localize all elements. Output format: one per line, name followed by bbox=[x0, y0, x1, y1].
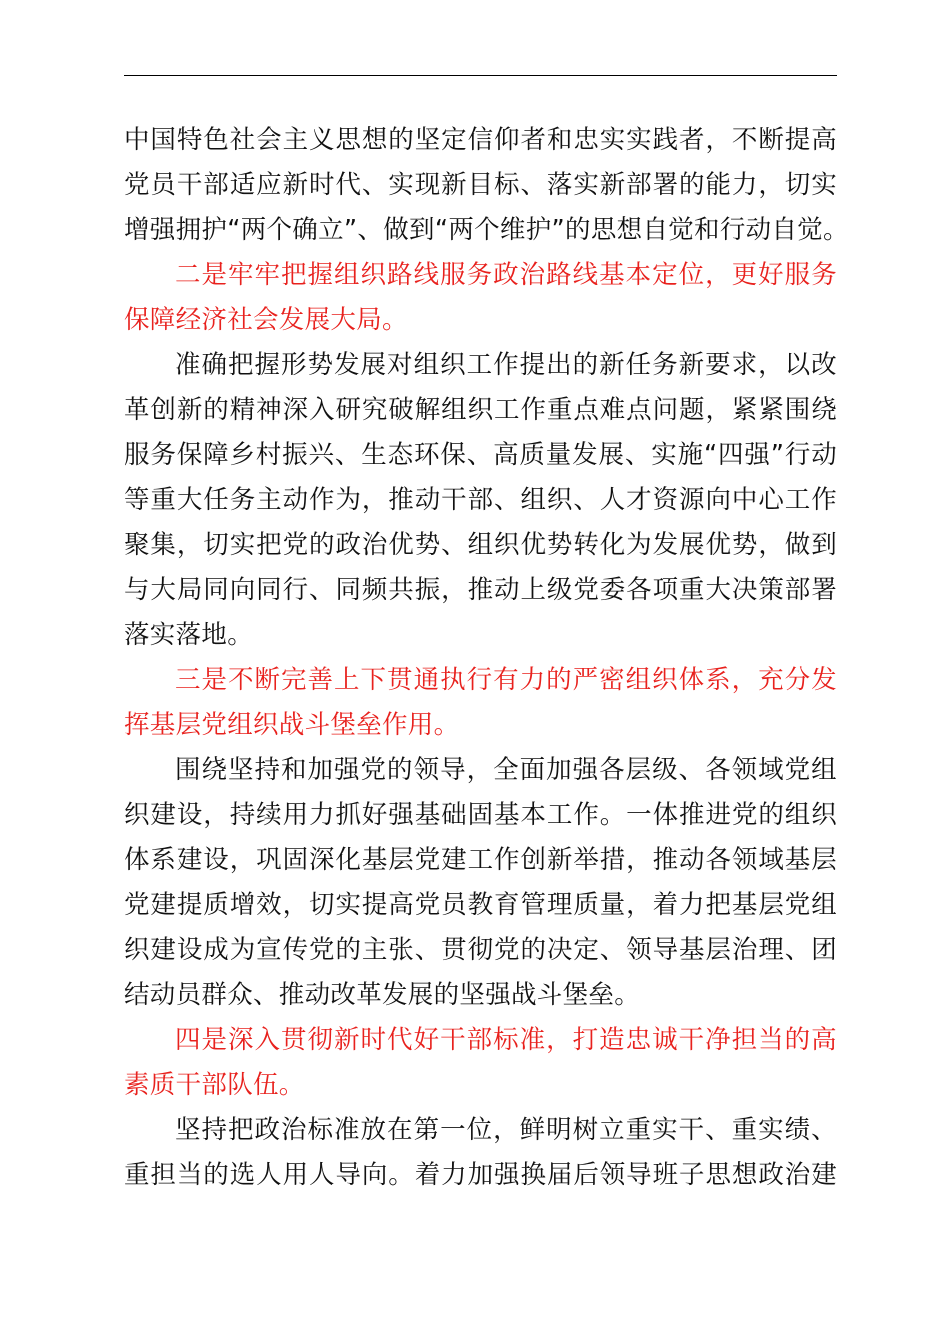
text-line: 织建设，持续用力抓好强基础固基本工作。一体推进党的组织 bbox=[124, 800, 837, 830]
heading-line: 四是深入贯彻新时代好干部标准，打造忠诚干净担当的高 bbox=[175, 1025, 837, 1055]
header-rule bbox=[124, 75, 837, 76]
paragraph-body-1 bbox=[124, 118, 849, 253]
document-body bbox=[124, 118, 849, 1198]
text-line: 等重大任务主动作为，推动干部、组织、人才资源向中心工作 bbox=[124, 485, 837, 515]
text-line: 结动员群众、推动改革发展的坚强战斗堡垒。 bbox=[124, 980, 641, 1010]
heading-line: 二是牢牢把握组织路线服务政治路线基本定位，更好服务 bbox=[175, 260, 837, 290]
text-line: 体系建设，巩固深化基层党建工作创新举措，推动各领域基层 bbox=[124, 845, 837, 875]
text-line: 落实落地。 bbox=[124, 620, 254, 650]
heading-line: 三是不断完善上下贯通执行有力的严密组织体系，充分发 bbox=[175, 665, 837, 695]
paragraph-body-2 bbox=[124, 343, 837, 658]
text-line: 织建设成为宣传党的主张、贯彻党的决定、领导基层治理、团 bbox=[124, 935, 837, 965]
text-line: 准确把握形势发展对组织工作提出的新任务新要求，以改 bbox=[175, 350, 837, 380]
text-line: 重担当的选人用人导向。着力加强换届后领导班子思想政治建 bbox=[124, 1160, 837, 1190]
text-line: 革创新的精神深入研究破解组织工作重点难点问题，紧紧围绕 bbox=[124, 395, 837, 425]
paragraph-body-4 bbox=[124, 1108, 837, 1198]
paragraph-body-3 bbox=[124, 748, 837, 1018]
text-line: 围绕坚持和加强党的领导，全面加强各层级、各领域党组 bbox=[175, 755, 837, 785]
text-line: 聚集，切实把党的政治优势、组织优势转化为发展优势，做到 bbox=[124, 530, 837, 560]
text-line: 中国特色社会主义思想的坚定信仰者和忠实实践者，不断提高 bbox=[124, 125, 837, 155]
text-line: 服务保障乡村振兴、生态环保、高质量发展、实施“四强”行动 bbox=[124, 440, 837, 470]
text-line: 坚持把政治标准放在第一位，鲜明树立重实干、重实绩、 bbox=[175, 1115, 837, 1145]
text-line: 党建提质增效，切实提高党员教育管理质量，着力把基层党组 bbox=[124, 890, 837, 920]
section-heading-4 bbox=[124, 1018, 837, 1108]
text-line: 增强拥护“两个确立”、做到“两个维护”的思想自觉和行动自觉。 bbox=[124, 215, 849, 245]
text-line: 与大局同向同行、同频共振，推动上级党委各项重大决策部署 bbox=[124, 575, 837, 605]
section-heading-2 bbox=[124, 253, 837, 343]
section-heading-3 bbox=[124, 658, 837, 748]
text-line: 党员干部适应新时代、实现新目标、落实新部署的能力，切实 bbox=[124, 170, 837, 200]
heading-line: 挥基层党组织战斗堡垒作用。 bbox=[124, 710, 460, 740]
heading-line: 保障经济社会发展大局。 bbox=[124, 305, 408, 335]
heading-line: 素质干部队伍。 bbox=[124, 1070, 305, 1100]
